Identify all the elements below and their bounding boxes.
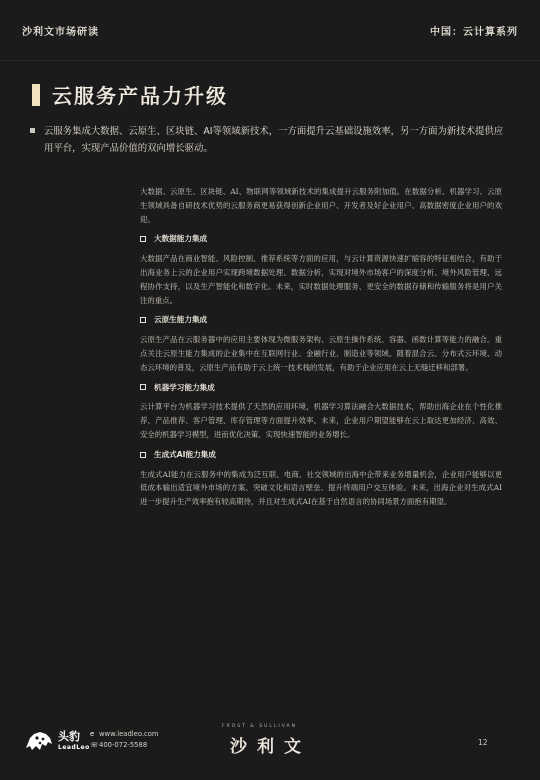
page-number: 12 <box>478 738 488 747</box>
phone-icon: ☏ <box>90 741 99 749</box>
checkbox-icon <box>140 236 146 242</box>
brand-title: 沙利文市场研读 <box>22 27 99 38</box>
phone-row <box>90 740 159 751</box>
page-footer <box>0 718 540 780</box>
section-heading <box>140 313 502 327</box>
section-heading <box>140 232 502 246</box>
section-body: 大数据产品在商业智能、风险控制、推荐系统等方面的应用，与云计算资源快速扩缩容的特征相结合，有助于出海业务上云的企业用户实现跨境数据处理、数据分析，实现对境外市场客户的深度分析、境外风险管理、远程协作支持，以及生产智能化和数字化。未来，实时数据处理服务、更安全的数据存储和传输服务将是用户关注的重点。 <box>140 254 502 305</box>
section-heading-text: 云原生能力集成 <box>154 315 208 325</box>
summary-bullet <box>30 123 510 157</box>
checkbox-icon <box>140 384 146 390</box>
globe-icon: e <box>90 730 95 738</box>
section-heading-text: 大数据能力集成 <box>154 234 208 244</box>
contact-info <box>90 729 159 751</box>
page-header <box>0 0 540 61</box>
section-body: 云原生产品在云服务器中的应用主要体现为微服务架构、云原生操作系统、容器、函数计算等能力的融合。重点关注云原生能力集成的企业集中在互联网行业、金融行业、制造业等领域。随着混合云、分布式云环境、动态云环境的普及，云原生产品有助于云上统一技术栈的发展，有助于企业应用在云上无缝迁移和部署。 <box>140 335 502 372</box>
leadleo-english: LeadLeo <box>58 744 90 751</box>
frost-sullivan-english: FROST & SULLIVAN <box>222 724 297 729</box>
website-link[interactable]: www.leadleo.com <box>99 730 159 738</box>
summary-text: 云服务集成大数据、云原生、区块链、AI等领域新技术，一方面提升云基础设施效率，另一方面为新技术提供应用平台，实现产品价值的双向增长驱动。 <box>44 126 504 154</box>
section-body: 生成式AI能力在云服务中的集成为泛互联、电商、社交领域的出海中企带来业务增量机会，企业用户能够以更低成本输出适宜境外市场的方案、突破文化和语言壁垒、提升终端用户交互体验。未来，出海企业对生成式AI进一步提升生产效率抱有较高期待，并且对生成式AI在基于自然语言的协同场景方面抱有期望。 <box>140 469 502 507</box>
series-title: 中国：云计算系列 <box>430 27 518 38</box>
section-heading-text: 生成式AI能力集成 <box>154 449 216 459</box>
checkbox-icon <box>140 317 146 323</box>
content-block <box>140 185 502 515</box>
title-accent-bar <box>32 84 40 106</box>
intro-paragraph: 大数据、云原生、区块链、AI、物联网等领域新技术的集成提升云服务附加值。在数据分析、机器学习、云原生领域具备自研技术优势的云服务商更易获得创新企业用户、开发者及好企业用户、高数据密度企业用户的欢迎。 <box>140 187 502 224</box>
checkbox-icon <box>140 452 146 458</box>
section-heading <box>140 448 502 462</box>
section-body: 云计算平台为机器学习技术提供了天然的应用环境，机器学习算法融合大数据技术，帮助出海企业在个性化推荐、产品推荐、客户管理、库存管理等方面提升效率。未来，企业用户期望能够在云上取达更加经济、高效、安全的机器学习模型，进而优化决策、实现快速智能的业务增长。 <box>140 402 502 439</box>
leadleo-name: 头豹 <box>58 730 80 743</box>
leopard-logo-icon <box>24 728 54 754</box>
website-row <box>90 729 159 740</box>
page-title: 云服务产品力升级 <box>52 84 228 108</box>
frost-sullivan-logo: 沙利文 <box>230 737 311 757</box>
phone-number: 400-072-5588 <box>99 741 148 749</box>
section-heading-text: 机器学习能力集成 <box>154 382 215 392</box>
section-heading <box>140 381 502 395</box>
bullet-square-icon <box>30 128 35 133</box>
